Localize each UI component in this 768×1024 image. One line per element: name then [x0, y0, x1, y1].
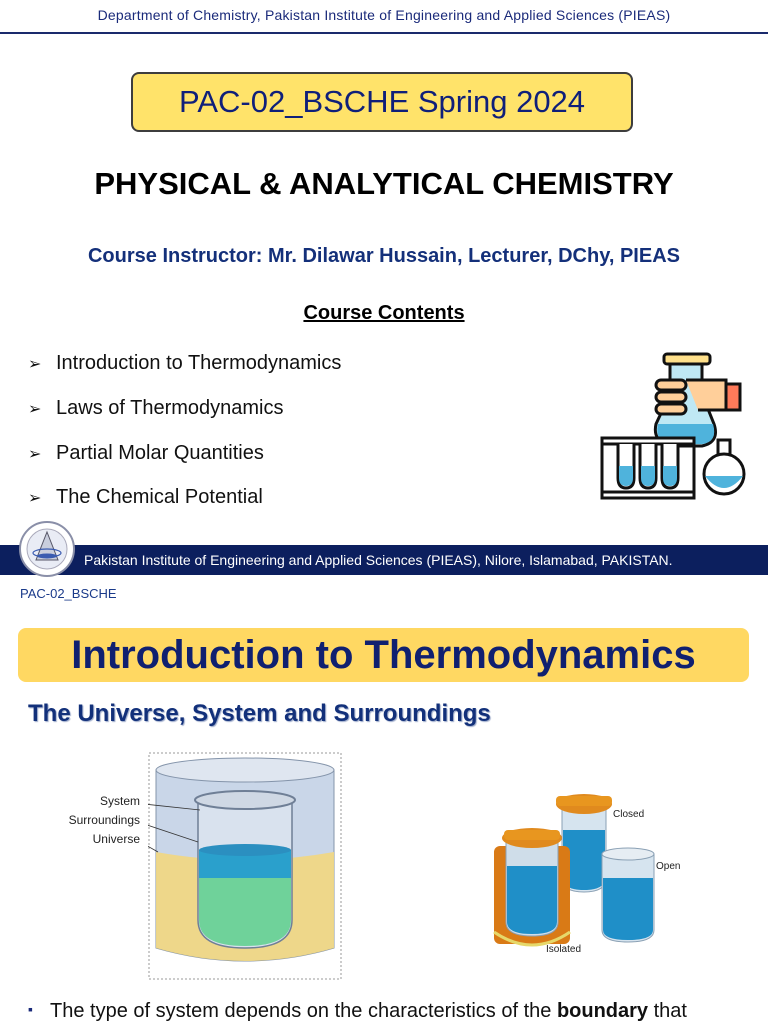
bullet-text-start: The type of system depends on the characteristics of the — [50, 1000, 557, 1022]
slide-course-code: PAC-02_BSCHE — [20, 586, 117, 601]
label-closed: Closed — [613, 809, 645, 820]
arrow-bullet-icon: ➢ — [28, 356, 42, 373]
content-item-label: Introduction to Thermodynamics — [56, 352, 342, 374]
arrow-bullet-icon: ➢ — [28, 490, 42, 507]
label-open: Open — [656, 861, 681, 872]
pieas-logo — [18, 520, 76, 578]
arrow-bullet-icon: ➢ — [28, 401, 42, 418]
system-surroundings-diagram — [148, 752, 342, 980]
bullet-text-end: that — [648, 1000, 687, 1022]
header-divider — [0, 32, 768, 34]
content-item — [28, 486, 263, 509]
chemistry-lab-icon — [598, 350, 750, 502]
content-item — [28, 352, 341, 375]
bullet-paragraph — [28, 1000, 748, 1023]
label-isolated: Isolated — [546, 944, 582, 955]
content-item-label: Laws of Thermodynamics — [56, 397, 284, 419]
content-item-label: The Chemical Potential — [56, 486, 263, 508]
system-types-diagram — [492, 782, 692, 962]
content-item-label: Partial Molar Quantities — [56, 442, 264, 464]
square-bullet-icon: ▪ — [28, 1001, 33, 1017]
figure-label-system: System — [99, 794, 140, 808]
department-header: Department of Chemistry, Pakistan Institute of Engineering and Applied Sciences (PIEAS) — [97, 7, 671, 23]
content-item — [28, 397, 284, 420]
course-contents-heading: Course Contents — [303, 302, 465, 324]
content-item — [28, 442, 264, 465]
figure-label-universe: Universe — [92, 832, 140, 846]
course-instructor: Course Instructor: Mr. Dilawar Hussain, Lecturer, DChy, PIEAS — [87, 245, 680, 267]
course-code-banner: PAC-02_BSCHE Spring 2024 — [131, 72, 633, 132]
course-title: PHYSICAL & ANALYTICAL CHEMISTRY — [94, 166, 674, 201]
footer-institute-text: Pakistan Institute of Engineering and Applied Sciences (PIEAS), Nilore, Islamabad, PAKISTAN. — [84, 552, 673, 568]
arrow-bullet-icon: ➢ — [28, 446, 42, 463]
bullet-text-bold: boundary — [556, 1000, 649, 1022]
figure-label-surroundings: Surroundings — [68, 813, 140, 827]
slide-title-banner: Introduction to Thermodynamics — [18, 628, 749, 682]
slide-subtitle: The Universe, System and Surroundings — [28, 700, 491, 727]
